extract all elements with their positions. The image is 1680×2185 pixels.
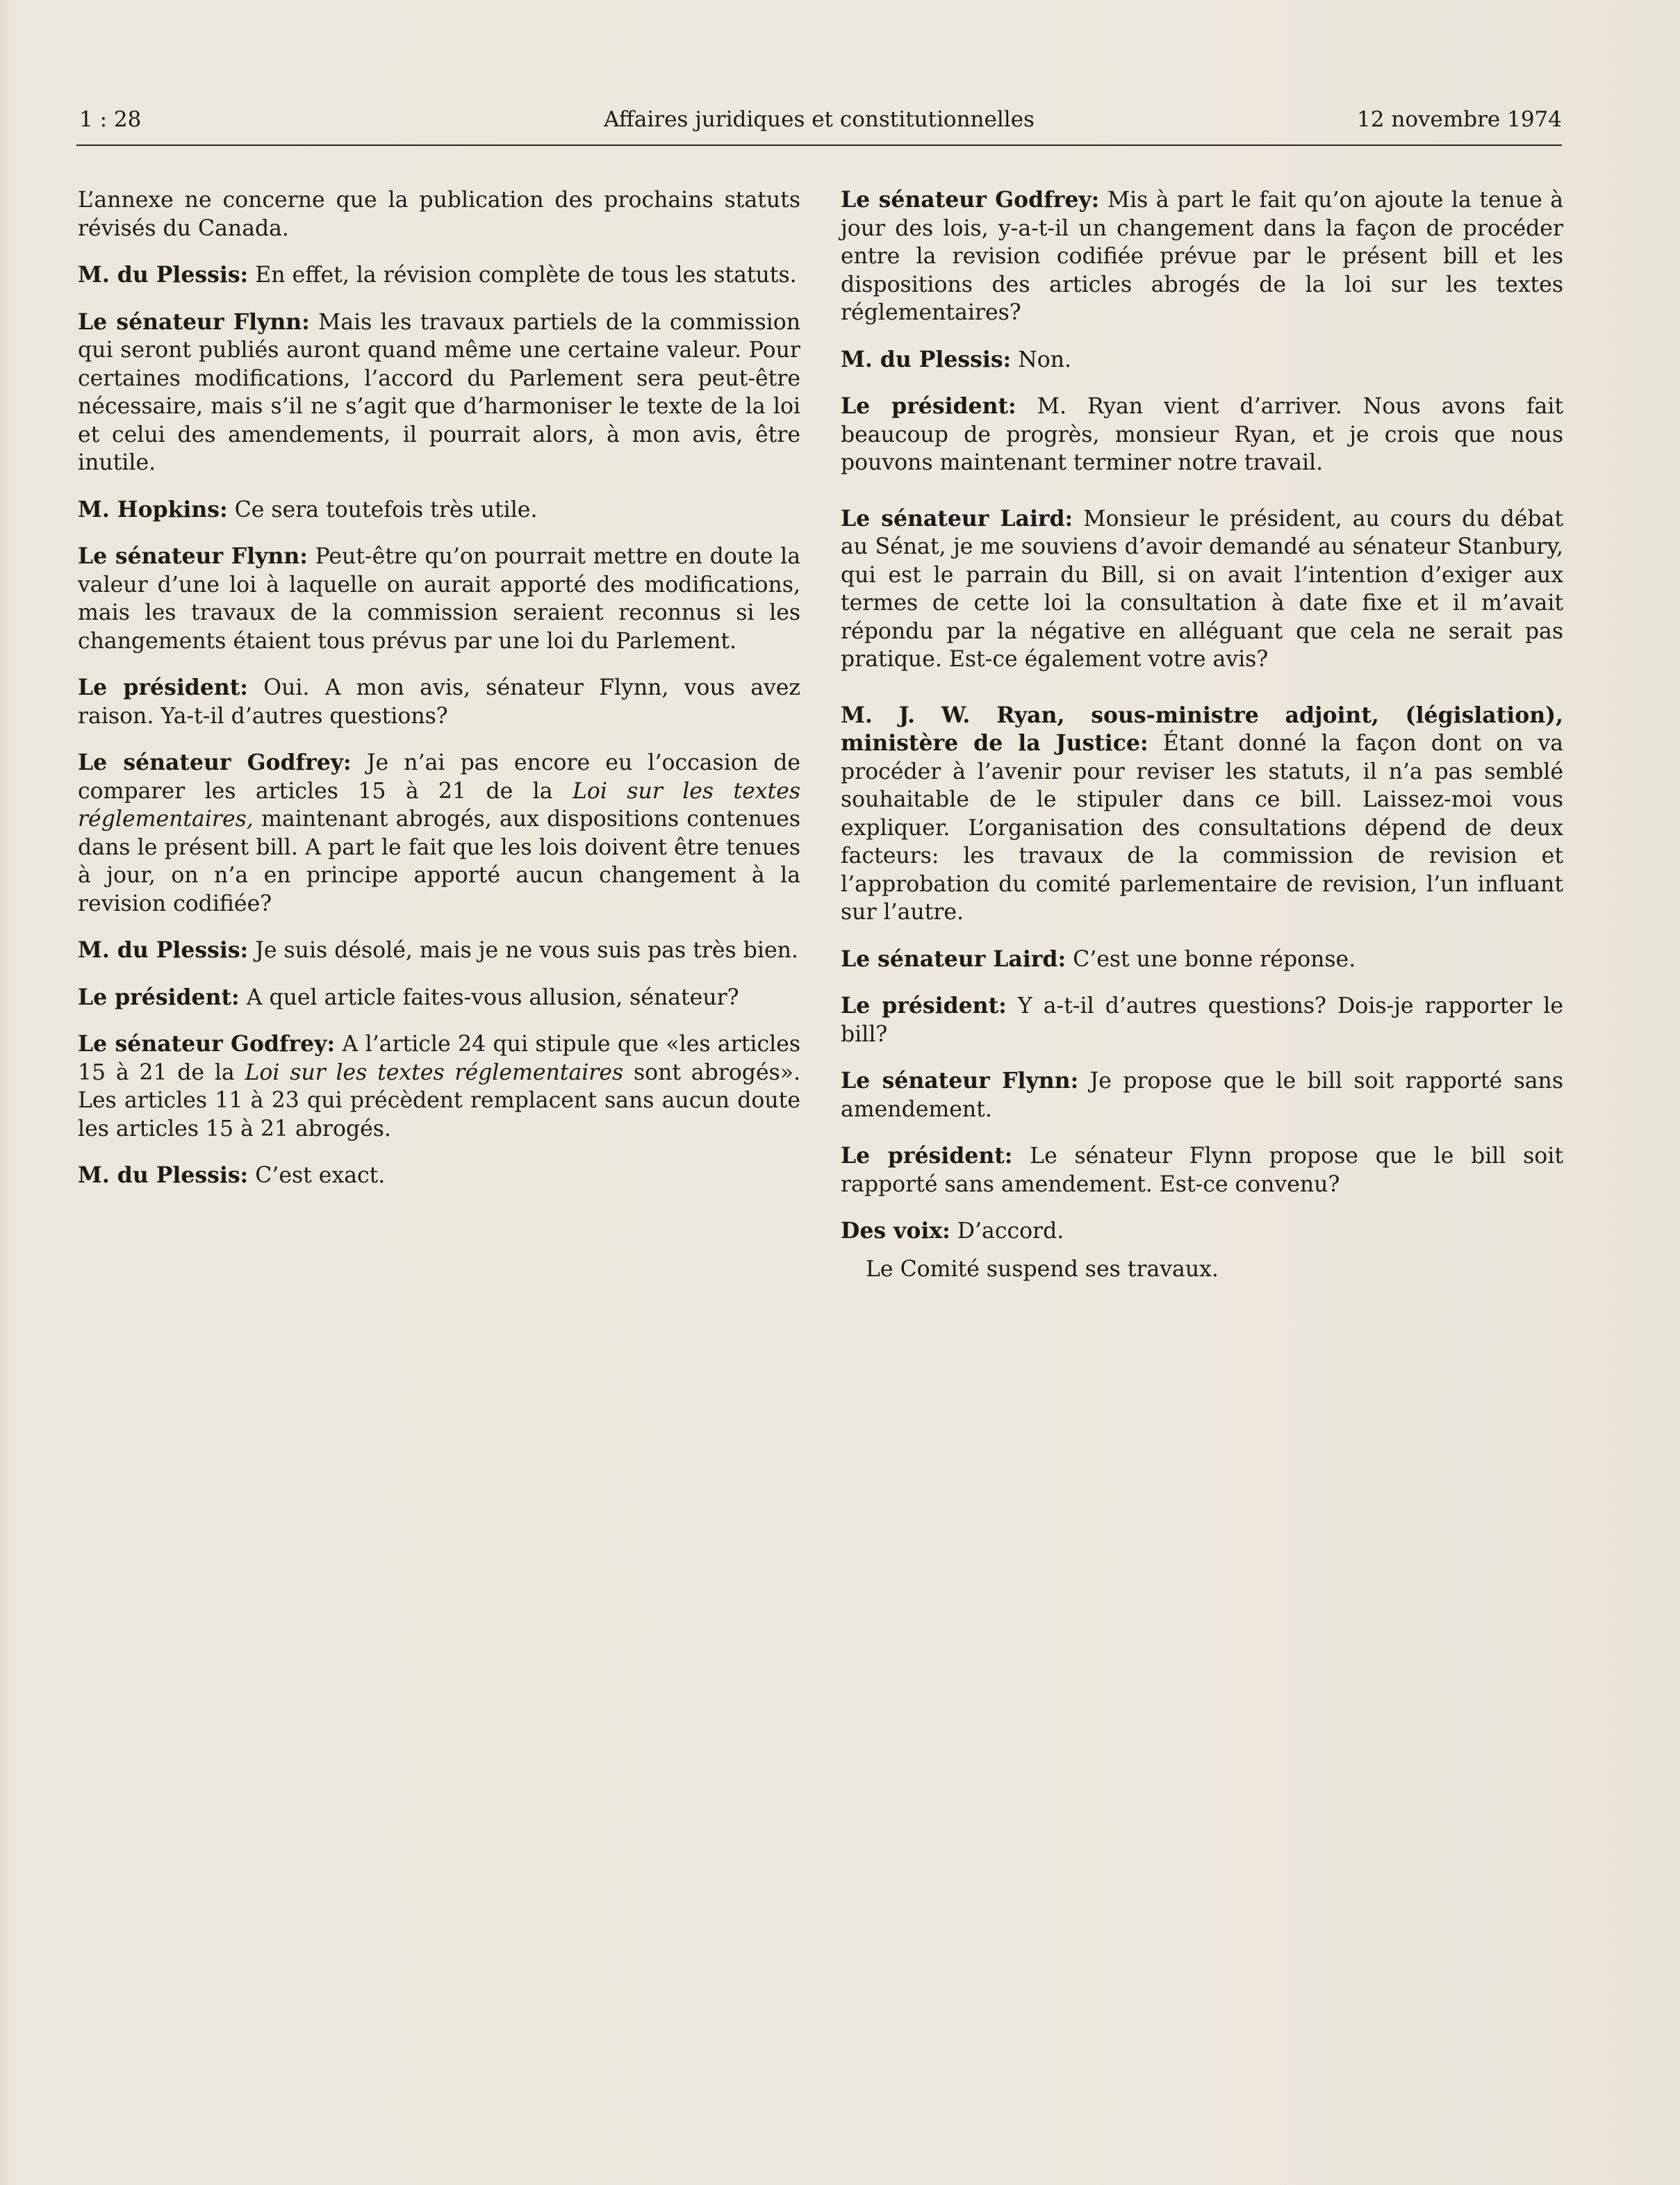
- left-column: [78, 186, 800, 1209]
- speaker-name: M. du Plessis:: [78, 937, 249, 963]
- paragraph: [78, 1030, 800, 1143]
- paragraph-text: Je n’ai pas encore eu l’occasion de comparer les articles 15 à 21 de la: [78, 750, 800, 804]
- page-number: 1 : 28: [79, 107, 142, 132]
- header-date: 12 novembre 1974: [1357, 107, 1562, 132]
- paragraph: [841, 186, 1563, 327]
- paragraph-text: C’est exact.: [255, 1163, 386, 1188]
- paragraph: [78, 496, 800, 525]
- paragraph-text: Non.: [1018, 347, 1072, 372]
- paragraph: [841, 505, 1563, 674]
- paragraph-text: Je suis désolé, mais je ne vous suis pas très bien.: [255, 938, 798, 963]
- speaker-name: Le président:: [78, 984, 240, 1010]
- paragraph-text: D’accord.: [957, 1219, 1064, 1244]
- paragraph-text: L’annexe ne concerne que la publication des prochains statuts révisés du Canada.: [78, 188, 800, 241]
- paragraph-text: Ce sera toutefois très utile.: [234, 497, 538, 522]
- page-header: [76, 104, 1562, 146]
- paragraph: [78, 543, 800, 655]
- paragraph: [841, 992, 1563, 1048]
- paragraph-text: Oui. A mon avis, sénateur Flynn, vous avez raison. Ya-t-il d’autres questions?: [78, 675, 801, 729]
- right-column: [841, 186, 1563, 1302]
- speaker-name: Le sénateur Flynn:: [78, 308, 310, 335]
- paragraph: [841, 1217, 1563, 1246]
- speaker-name: Le sénateur Godfrey:: [841, 187, 1100, 213]
- paragraph: [841, 946, 1563, 974]
- speaker-name: Le sénateur Flynn:: [78, 543, 308, 569]
- paragraph: [78, 937, 800, 965]
- speaker-name: Le sénateur Laird:: [841, 505, 1073, 531]
- paragraph-text: A quel article faites-vous allusion, sénateur?: [246, 984, 739, 1010]
- speaker-name: Le président:: [841, 1143, 1013, 1169]
- statute-title: Loi sur les textes réglementaires,: [78, 778, 801, 832]
- paragraph: [841, 702, 1563, 927]
- paragraph-text: A l’article 24 qui stipule que «les articles 15 à 21 de la: [78, 1032, 800, 1085]
- speaker-name: M. J. W. Ryan, sous-ministre adjoint, (législation), ministère de la Justice:: [841, 702, 1563, 756]
- paragraph-text: M. Ryan vient d’arriver. Nous avons fait beaucoup de progrès, monsieur Ryan, et je crois que nous pouvons maintenant terminer notre travail.: [841, 394, 1563, 475]
- paragraph: [78, 1162, 800, 1190]
- closing-note: Le Comité suspend ses travaux.: [866, 1256, 1219, 1282]
- speaker-name: Le sénateur Flynn:: [841, 1068, 1079, 1094]
- paragraph: [78, 674, 800, 730]
- speaker-name: Des voix:: [841, 1218, 950, 1244]
- paragraph: [841, 393, 1563, 477]
- paragraph-text: Y a-t-il d’autres questions? Dois-je rapporter le bill?: [841, 993, 1564, 1047]
- paragraph: [841, 1255, 1563, 1284]
- paragraph-text: sont abrogés». Les articles 11 à 23 qui précèdent remplacent sans aucun doute les articles 15 à 21 abrogés.: [78, 1059, 801, 1141]
- paragraph: [78, 261, 800, 290]
- speaker-name: Le président:: [78, 675, 248, 700]
- paragraph-text: Je propose que le bill soit rapporté sans amendement.: [841, 1069, 1563, 1122]
- paragraph: [78, 308, 800, 477]
- speaker-name: M. du Plessis:: [841, 346, 1012, 372]
- paragraph-text: Étant donné la façon dont on va procéder à l’avenir pour reviser les statuts, il n’a pas semblé souhaitable de le stipuler dans ce bill. Laissez-moi vous expliquer. L’organisation des consultations dépend de deux facteurs: les travaux de la commission de revision et l’approbation du comité parlementaire de revision, l’un influant sur l’autre.: [841, 731, 1563, 925]
- speaker-name: M. Hopkins:: [78, 496, 228, 522]
- paragraph: [841, 1067, 1563, 1123]
- speaker-name: Le sénateur Laird:: [841, 946, 1067, 972]
- statute-title: Loi sur les textes réglementaires: [245, 1059, 624, 1085]
- speaker-name: Le président:: [841, 393, 1016, 419]
- paragraph-text: Le sénateur Flynn propose que le bill soit rapporté sans amendement. Est-ce convenu?: [841, 1144, 1564, 1197]
- paragraph-text: C’est une bonne réponse.: [1073, 946, 1356, 972]
- running-title: Affaires juridiques et constitutionnelles: [604, 107, 1035, 132]
- paragraph-text: Monsieur le président, au cours du débat au Sénat, je me souviens d’avoir demandé au sénateur Stanbury, qui est le parrain du Bill, si on avait l’intention d’exiger aux termes de cette loi la consultation à date fixe et il m’avait répondu par la négative en alléguant que cela ne serait pas pratique. Est-ce également votre avis?: [841, 506, 1564, 672]
- paragraph-text: En effet, la révision complète de tous les statuts.: [255, 263, 797, 288]
- paragraph: [78, 186, 800, 242]
- paragraph-text: maintenant abrogés, aux dispositions contenues dans le présent bill. A part le fait que les lois doivent être tenues à jour, on n’a en principe apporté aucun changement à la revision codifiée?: [78, 807, 800, 916]
- paragraph-text: Mis à part le fait qu’on ajoute la tenue à jour des lois, y-a-t-il un changement dans la façon de procéder entre la revision codifiée prévue par le présent bill et les dispositions des articles abrogés de la loi sur les textes réglementaires?: [841, 188, 1564, 325]
- speaker-name: Le sénateur Godfrey:: [78, 1031, 336, 1057]
- paragraph: [78, 749, 800, 918]
- paragraph-text: Mais les travaux partiels de la commission qui seront publiés auront quand même une certaine valeur. Pour certaines modifications, l’accord du Parlement sera peut-être nécessaire, mais s’il ne s’agit que d’harmoniser le texte de la loi et celui des amendements, il pourrait alors, à mon avis, être inutile.: [78, 309, 801, 475]
- speaker-name: Le sénateur Godfrey:: [78, 750, 352, 775]
- paragraph-text: Peut-être qu’on pourrait mettre en doute la valeur d’une loi à laquelle on aurait apporté des modifications, mais les travaux de la commission seraient reconnus si les changements étaient tous prévus par une loi du Parlement.: [78, 544, 800, 654]
- speaker-name: Le président:: [841, 993, 1007, 1019]
- paragraph: [78, 984, 800, 1012]
- paragraph: [841, 1142, 1563, 1198]
- paragraph: [841, 346, 1563, 374]
- speaker-name: M. du Plessis:: [78, 1162, 249, 1188]
- speaker-name: M. du Plessis:: [78, 262, 249, 288]
